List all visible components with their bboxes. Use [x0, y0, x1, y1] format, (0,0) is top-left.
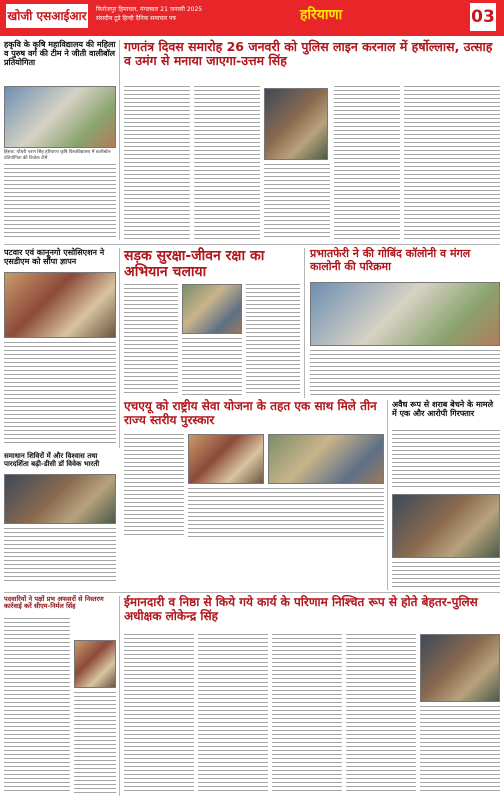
column-rule — [304, 248, 305, 398]
column-rule — [119, 248, 120, 448]
story-employees-photo — [4, 272, 116, 338]
story-republic-body-col2 — [194, 86, 260, 240]
story-republic-body-col5 — [404, 86, 500, 240]
story-complaints-body-2 — [74, 692, 116, 794]
story-employees-body — [4, 342, 116, 446]
story-liquor-body-2 — [392, 562, 500, 588]
story-road-safety-body-col1 — [124, 284, 178, 396]
story-nss-photo — [188, 434, 264, 484]
story-complaints-portrait — [74, 640, 116, 688]
story-complaints-body — [4, 618, 70, 794]
horizontal-rule — [4, 592, 500, 593]
story-camps-body — [4, 528, 116, 584]
story-nss-headline: एचएयू को राष्ट्रीय सेवा योजना के तहत एक साथ मिले तीन राज्य स्तरीय पुरस्कार — [124, 399, 377, 427]
story-nss-body-col1 — [124, 434, 184, 538]
story-republic-headline: गणतंत्र दिवस समारोह 26 जनवरी को पुलिस लाइन करनाल में हर्षोल्लास, उत्साह व उमंग से मनाया जाएगा-उत्तम सिंह — [124, 39, 493, 69]
masthead — [0, 0, 504, 36]
column-rule — [119, 40, 120, 240]
column-rule — [387, 400, 388, 590]
story-colonies-photo — [310, 282, 500, 346]
masthead-meta — [96, 5, 236, 23]
story-colonies-body — [310, 350, 500, 396]
masthead-tagline: संसदीय टूडे हिन्दी दैनिक समाचार पत्र — [96, 15, 176, 22]
story-complaints-headline: पदवारियों ने पक्षों प्रभ अफसरों से निस्तरण कार्रवाई करें सीएम-निर्मल सिंह — [4, 595, 104, 611]
story-liquor-headline: अवैध रूप से शराब बेचने के मामले में एक और आरोपी गिरफ्तार — [392, 400, 494, 419]
story-honesty-body-col2 — [198, 634, 268, 794]
story-republic-body-col3 — [264, 164, 330, 240]
column-rule — [119, 596, 120, 796]
story-nss-body-col2 — [188, 488, 384, 538]
story-honesty-body-col5 — [420, 706, 500, 794]
section-title: हरियाणा — [300, 7, 343, 23]
story-republic-portrait — [264, 88, 328, 160]
horizontal-rule — [4, 244, 500, 245]
story-nss-photo-2 — [268, 434, 384, 484]
story-honesty-photo — [420, 634, 500, 702]
masthead-date: फिरोजपुर हिमाचल, मंगलवार 21 जनवरी 2025 — [96, 6, 203, 13]
story-camps-photo — [4, 474, 116, 524]
story-road-safety-body-col3 — [246, 284, 300, 396]
story-agri-photo — [4, 86, 116, 148]
newspaper-logo: खोजी एसआईआर — [6, 4, 88, 28]
story-road-safety-body-col2 — [182, 338, 242, 396]
story-colonies-headline: प्रभातफेरी ने की गोबिंद कॉलोनी व मंगल कालोनी की परिक्रमा — [310, 247, 471, 273]
story-road-safety-photo — [182, 284, 242, 334]
story-camps-headline: समाधान शिविरों में और विश्वास तथा पारदर्शिता बढ़ी-डीसी डॉ विवेक भारती — [4, 452, 100, 469]
story-road-safety-headline: सड़क सुरक्षा-जीवन रक्षा का अभियान चलाया — [124, 248, 265, 281]
page-number: 03 — [470, 3, 496, 31]
story-honesty-body-col3 — [272, 634, 342, 794]
story-liquor-body — [392, 430, 500, 490]
story-agri-body — [4, 164, 116, 238]
story-agri-headline: हकृवि के कृषि महाविद्यालय की महिला व पुरुष वर्ग की टीम ने जीती वालीबॉल प्रतियोगिता — [4, 40, 116, 68]
story-agri-caption: हिसार: चौधरी चरण सिंह हरियाणा कृषि विश्वविद्यालय में वालीबॉल प्रतियोगिता की विजेता टीमें — [4, 150, 111, 161]
story-republic-body-col1 — [124, 86, 190, 240]
story-republic-body-col4 — [334, 86, 400, 240]
story-liquor-photo — [392, 494, 500, 558]
story-employees-headline: पटवार एवं कानूनगो एसोसिएशन ने एसडीएम को सौंपा ज्ञापन — [4, 248, 105, 267]
story-honesty-headline: ईमानदारी व निष्ठा से किये गये कार्य के परिणाम निश्चित रूप से होते बेहतर-पुलिस अधीक्षक लोकेन्द्र सिंह — [124, 595, 478, 623]
story-honesty-body-col4 — [346, 634, 416, 794]
story-honesty-body-col1 — [124, 634, 194, 794]
